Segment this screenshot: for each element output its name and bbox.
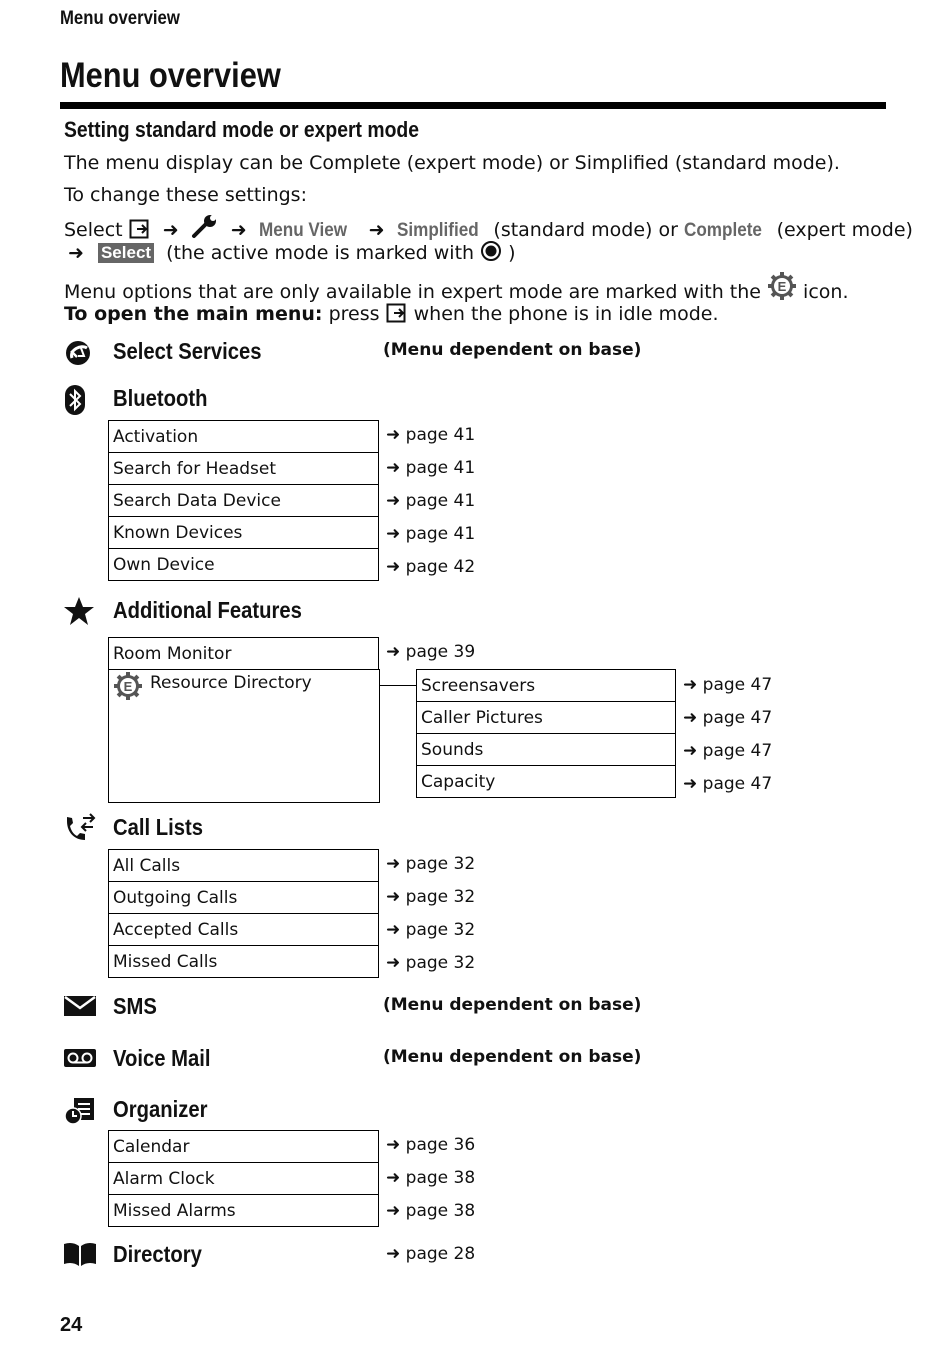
section-title-organizer: Organizer — [113, 1096, 208, 1122]
page-ref[interactable] — [683, 675, 772, 695]
resource-directory-submenu — [416, 669, 676, 798]
base-dependent-note: (Menu dependent on base) — [383, 340, 642, 360]
page-ref-text: page 32 — [405, 953, 476, 973]
arrow: ➜ — [386, 642, 401, 662]
page-ref-text: page 41 — [405, 491, 476, 511]
page-ref-text: page 32 — [405, 854, 476, 874]
base-dependent-note: (Menu dependent on base) — [383, 1047, 642, 1067]
radio-selected-icon — [480, 240, 502, 267]
page-ref-text: page 41 — [405, 524, 476, 544]
menu-row[interactable] — [417, 766, 676, 798]
menu-item[interactable]: Capacity — [417, 766, 676, 798]
menu-row[interactable] — [109, 638, 379, 670]
open-menu-label: To open the main menu: — [64, 303, 323, 325]
simplified-label: Simplified — [396, 220, 479, 241]
menu-row[interactable] — [109, 485, 379, 517]
section-title-call-lists: Call Lists — [113, 814, 203, 840]
select-key-line — [68, 240, 516, 267]
idle-text: when the phone is in idle mode. — [413, 303, 719, 325]
connector-line — [379, 685, 416, 686]
menu-item[interactable]: Screensavers — [417, 670, 676, 702]
page-ref[interactable] — [386, 524, 475, 544]
call-lists-icon — [63, 813, 97, 843]
arrow: ➜ — [68, 242, 84, 264]
arrow: ➜ — [683, 774, 698, 794]
page-ref-text: page 47 — [702, 675, 773, 695]
star-icon — [63, 596, 97, 626]
resource-directory-label[interactable]: Resource Directory — [150, 673, 312, 693]
menu-row[interactable] — [109, 421, 379, 453]
menu-row[interactable] — [109, 882, 379, 914]
envelope-icon — [63, 993, 97, 1023]
page-ref[interactable] — [386, 854, 475, 874]
page-ref-text: page 32 — [405, 887, 476, 907]
page-ref-text: page 47 — [702, 774, 773, 794]
menu-row[interactable] — [417, 702, 676, 734]
page-ref[interactable] — [683, 708, 772, 728]
page-ref[interactable] — [386, 920, 475, 940]
arrow: ➜ — [386, 920, 401, 940]
voicemail-icon — [63, 1045, 97, 1075]
section-title-directory: Directory — [113, 1241, 202, 1267]
page-ref-text: page 41 — [405, 425, 476, 445]
page-title: Menu overview — [60, 56, 281, 95]
section-title-additional-features: Additional Features — [113, 597, 302, 623]
menu-item[interactable]: Accepted Calls — [109, 914, 379, 946]
book-icon — [63, 1240, 97, 1270]
close-paren: ) — [508, 242, 516, 264]
arrow: ➜ — [386, 887, 401, 907]
expert-note-end: icon. — [803, 281, 849, 303]
section-title-select-services: Select Services — [113, 338, 262, 364]
menu-row[interactable] — [109, 914, 379, 946]
page-ref-text: page 32 — [405, 920, 476, 940]
menu-row[interactable] — [417, 670, 676, 702]
active-marked-text: (the active mode is marked with — [166, 242, 475, 264]
arrow: ➜ — [386, 425, 401, 445]
section-title-sms: SMS — [113, 993, 157, 1019]
page-ref[interactable] — [386, 491, 475, 511]
menu-row[interactable] — [109, 946, 379, 978]
page-ref[interactable] — [386, 642, 475, 662]
expert-e-icon — [113, 671, 143, 705]
arrow: ➜ — [368, 219, 385, 241]
page-ref-text: page 39 — [405, 642, 476, 662]
organizer-icon — [63, 1096, 97, 1126]
menu-row[interactable] — [109, 517, 379, 549]
page-ref[interactable] — [386, 557, 475, 577]
arrow: ➜ — [386, 1135, 401, 1155]
page-ref[interactable] — [386, 1168, 475, 1188]
menu-view-label: Menu View — [258, 220, 347, 241]
standard-mode-text: (standard mode) or — [493, 219, 678, 241]
arrow: ➜ — [683, 675, 698, 695]
arrow: ➜ — [386, 1168, 401, 1188]
page-ref[interactable] — [386, 458, 475, 478]
open-menu-line — [64, 303, 719, 328]
menu-row[interactable] — [109, 1163, 379, 1195]
section-title-bluetooth: Bluetooth — [113, 385, 208, 411]
arrow: ➜ — [683, 708, 698, 728]
page-ref[interactable] — [386, 1135, 475, 1155]
arrow: ➜ — [386, 1201, 401, 1221]
page-ref-text: page 41 — [405, 458, 476, 478]
svg-text:E: E — [123, 679, 133, 694]
page-ref-text: page 36 — [405, 1135, 476, 1155]
arrow: ➜ — [386, 458, 401, 478]
menu-key-icon — [386, 303, 408, 328]
arrow: ➜ — [386, 557, 401, 577]
menu-row[interactable] — [109, 1195, 379, 1227]
menu-item[interactable]: Known Devices — [109, 517, 379, 549]
menu-item[interactable]: Outgoing Calls — [109, 882, 379, 914]
arrow: ➜ — [386, 1244, 401, 1264]
bluetooth-menu-table — [108, 420, 379, 581]
page-number: 24 — [60, 1314, 83, 1336]
intro-line-1: The menu display can be Complete (expert mode) or Simplified (standard mode). — [64, 152, 840, 174]
menu-item[interactable]: Caller Pictures — [417, 702, 676, 734]
title-rule — [60, 102, 886, 109]
page-ref[interactable] — [683, 741, 772, 761]
running-title: Menu overview — [60, 8, 180, 29]
base-dependent-note: (Menu dependent on base) — [383, 995, 642, 1015]
menu-row[interactable] — [109, 549, 379, 581]
menu-item[interactable]: Missed Alarms — [109, 1195, 379, 1227]
menu-item[interactable]: Search for Headset — [109, 453, 379, 485]
arrow: ➜ — [683, 741, 698, 761]
menu-item[interactable]: Sounds — [417, 734, 676, 766]
page-ref[interactable] — [386, 1201, 475, 1221]
page-ref-text: page 47 — [702, 708, 773, 728]
page-ref-text: page 38 — [405, 1201, 476, 1221]
menu-row[interactable] — [109, 453, 379, 485]
intro-line-2: To change these settings: — [64, 184, 307, 206]
page-ref[interactable] — [386, 887, 475, 907]
call-lists-menu-table — [108, 849, 379, 978]
menu-item[interactable]: Own Device — [109, 549, 379, 581]
page-ref-text: page 42 — [405, 557, 476, 577]
page-ref-text: page 47 — [702, 741, 773, 761]
select-services-icon — [63, 338, 97, 368]
menu-item[interactable]: Calendar — [109, 1131, 379, 1163]
arrow: ➜ — [386, 854, 401, 874]
press-text: press — [328, 303, 380, 325]
menu-item[interactable]: Alarm Clock — [109, 1163, 379, 1195]
menu-item[interactable]: All Calls — [109, 850, 379, 882]
select-softkey: Select — [98, 243, 154, 263]
organizer-menu-table — [108, 1130, 379, 1227]
page-ref[interactable] — [386, 953, 475, 973]
bluetooth-icon — [63, 384, 97, 414]
expert-e-icon — [767, 271, 797, 306]
select-word: Select — [64, 219, 123, 241]
menu-item[interactable]: Missed Calls — [109, 946, 379, 978]
expert-mode-text: (expert mode) — [776, 219, 913, 241]
page-ref[interactable] — [683, 774, 772, 794]
expert-note-text: Menu options that are only available in expert mode are marked with the — [64, 281, 761, 303]
arrow: ➜ — [162, 219, 179, 241]
menu-item[interactable]: Room Monitor — [109, 638, 379, 670]
expert-note — [64, 271, 848, 306]
page-ref[interactable] — [386, 1244, 475, 1264]
page-ref[interactable] — [386, 425, 475, 445]
arrow: ➜ — [230, 219, 247, 241]
arrow: ➜ — [386, 953, 401, 973]
arrow: ➜ — [386, 491, 401, 511]
menu-item[interactable]: Activation — [109, 421, 379, 453]
page-ref-text: page 28 — [405, 1244, 476, 1264]
arrow: ➜ — [386, 524, 401, 544]
page-ref-text: page 38 — [405, 1168, 476, 1188]
menu-item[interactable]: Search Data Device — [109, 485, 379, 517]
menu-row[interactable] — [109, 850, 379, 882]
menu-row[interactable] — [417, 734, 676, 766]
menu-row[interactable] — [109, 1131, 379, 1163]
subheading: Setting standard mode or expert mode — [64, 117, 419, 142]
svg-text:E: E — [777, 279, 787, 294]
section-title-voice-mail: Voice Mail — [113, 1045, 211, 1071]
complete-label: Complete — [683, 220, 762, 241]
room-monitor-table — [108, 637, 379, 670]
